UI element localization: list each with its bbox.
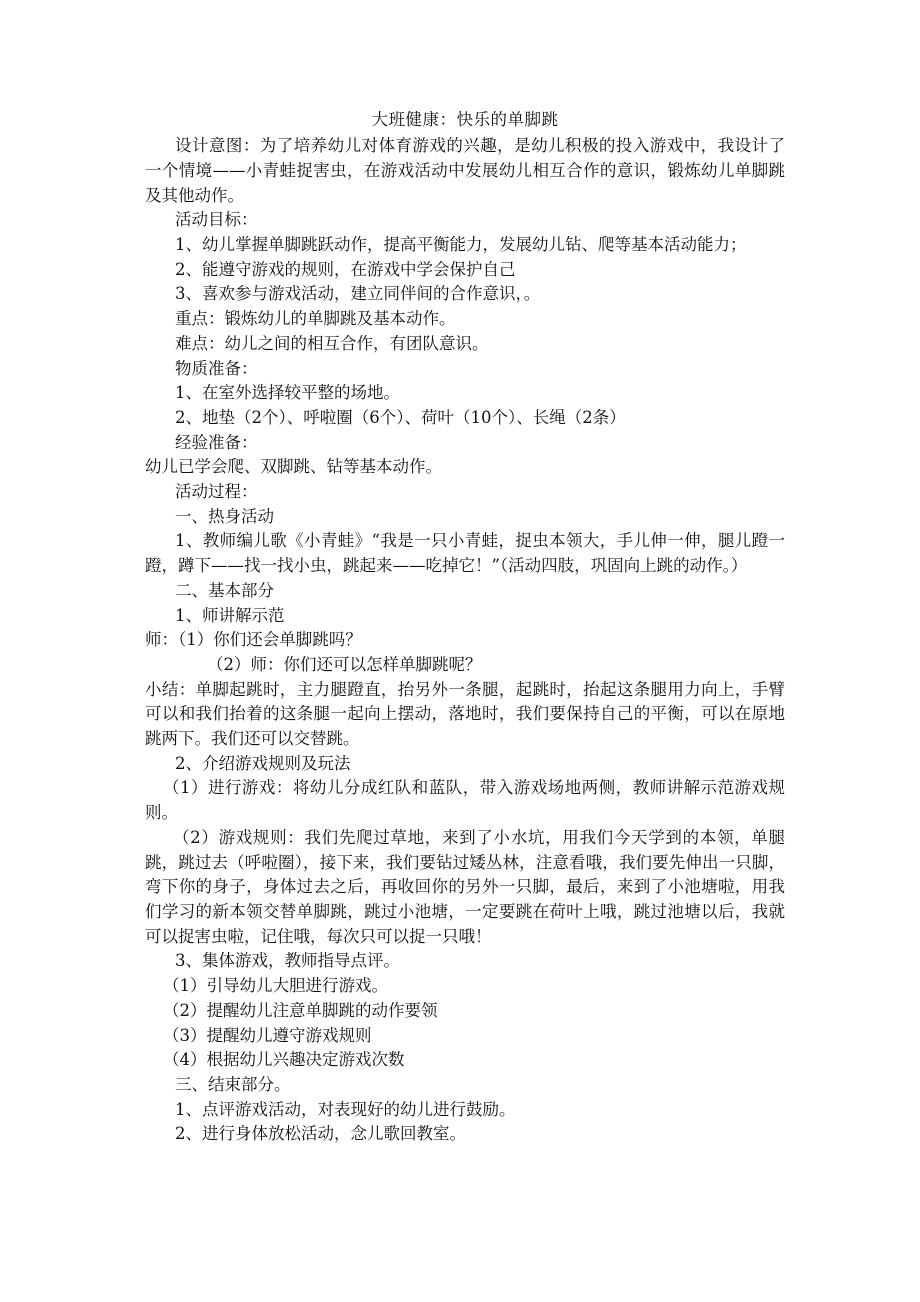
- section-ending: 三、结束部分。: [175, 1074, 291, 1094]
- goal-item-1: 1、幼儿掌握单脚跳跃动作，提高平衡能力，发展幼儿钻、爬等基本活动能力；: [175, 235, 747, 255]
- experience-item: 幼儿已学会爬、双脚跳、钻等基本动作。: [145, 457, 442, 477]
- material-item-2: 2、地垫（2个）、呼啦圈（6个）、荷叶（10个）、长绳（2条）: [175, 407, 626, 427]
- guidance-item-2: （2）提醒幼儿注意单脚跳的动作要领: [163, 1000, 438, 1020]
- teacher-question-1: 师：（1）你们还会单脚跳吗？: [145, 630, 362, 650]
- goal-item-3: 3、喜欢参与游戏活动，建立同伴间的合作意识，。: [175, 284, 541, 304]
- key-point: 重点：锻炼幼儿的单脚跳及基本动作。: [175, 309, 456, 329]
- teacher-question-2: （2）师：你们还可以怎样单脚跳呢？: [207, 654, 482, 674]
- warmup-item-1: 1、教师编儿歌《小青蛙》“我是一只小青蛙，捉虫本领大，手儿伸一伸，腿儿蹬一蹬，蹲下——找一找小虫，跳起来——吃掉它！”（活动四肢，巩固向上跳的动作。）: [145, 531, 785, 576]
- summary-paragraph: 小结：单脚起跳时，主力腿蹬直，抬另外一条腿，起跳时，抬起这条腿用力向上，手臂可以和我们抬着的这条腿一起向上摆动，落地时，我们要保持自己的平衡，可以在原地跳两下。我们还可以交替跳。: [145, 679, 785, 749]
- heading-activity-goals: 活动目标：: [175, 210, 258, 230]
- game-step-1: （1）进行游戏：将幼儿分成红队和蓝队，带入游戏场地两侧，教师讲解示范游戏规则。: [145, 778, 785, 823]
- material-item-1: 1、在室外选择较平整的场地。: [175, 383, 400, 403]
- basic-item-2: 2、介绍游戏规则及玩法: [175, 753, 351, 773]
- difficulty-point: 难点：幼儿之间的相互合作，有团队意识。: [175, 333, 489, 353]
- basic-item-1: 1、师讲解示范: [175, 605, 285, 625]
- section-basic: 二、基本部分: [175, 580, 274, 600]
- heading-material-prep: 物质准备：: [175, 358, 258, 378]
- goal-item-2: 2、能遵守游戏的规则，在游戏中学会保护自己: [175, 259, 516, 279]
- document-title: 大班健康：快乐的单脚跳: [371, 110, 559, 129]
- guidance-item-4: （4）根据幼儿兴趣决定游戏次数: [163, 1050, 405, 1070]
- guidance-item-1: （1）引导幼儿大胆进行游戏。: [163, 976, 388, 996]
- guidance-item-3: （3）提醒幼儿遵守游戏规则: [163, 1025, 372, 1045]
- ending-item-2: 2、进行身体放松活动，念儿歌回教室。: [175, 1124, 466, 1144]
- ending-item-1: 1、点评游戏活动，对表现好的幼儿进行鼓励。: [175, 1099, 516, 1119]
- document-body: [145, 108, 785, 1147]
- game-rules: （2）游戏规则：我们先爬过草地，来到了小水坑，用我们今天学到的本领，单腿跳，跳过去（呼啦圈），接下来，我们要钻过矮丛林，注意看哦，我们要先伸出一只脚，弯下你的身子，身体过去之后，再收回你的另外一只脚，最后，来到了小池塘啦，用我们学习的新本领交替单脚跳，跳过小池塘，一定要跳在荷叶上哦，跳过池塘以后，我就可以捉害虫啦，记住哦，每次只可以捉一只哦！: [145, 827, 785, 946]
- heading-experience-prep: 经验准备：: [175, 432, 258, 452]
- basic-item-3: 3、集体游戏，教师指导点评。: [175, 951, 400, 971]
- heading-activity-process: 活动过程：: [175, 482, 258, 502]
- paragraph-design-intent: 设计意图：为了培养幼儿对体育游戏的兴趣，是幼儿积极的投入游戏中，我设计了一个情境——小青蛙捉害虫，在游戏活动中发展幼儿相互合作的意识，锻炼幼儿单脚跳及其他动作。: [145, 136, 785, 205]
- section-warmup: 一、热身活动: [175, 506, 274, 526]
